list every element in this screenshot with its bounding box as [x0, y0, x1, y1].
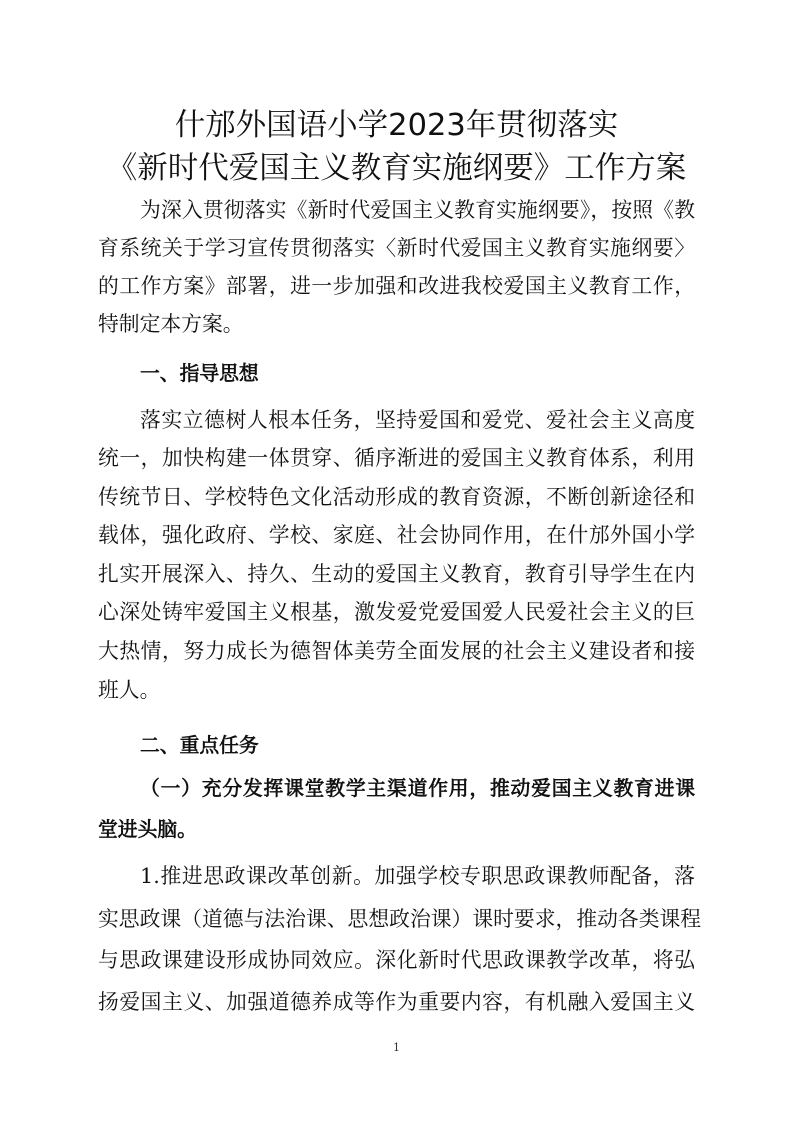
document-title-line-1: 什邡外国语小学2023年贯彻落实: [174, 108, 619, 143]
intro-line: 特制定本方案。: [98, 312, 244, 336]
body-line: 班人。: [98, 678, 161, 702]
document-title-line-2: 《新时代爱国主义教育实施纲要》工作方案: [106, 151, 687, 186]
subsection-heading-line: 堂进头脑。: [98, 818, 197, 841]
body-line: 统一，加快构建一体贯穿、循序渐进的爱国主义教育体系，利用: [98, 446, 695, 470]
body-line: 大热情，努力成长为德智体美劳全面发展的社会主义建设者和接: [98, 639, 695, 663]
body-line: 心深处铸牢爱国主义根基，激发爱党爱国爱人民爱社会主义的巨: [98, 600, 695, 624]
body-line: 实思政课（道德与法治课、思想政治课）课时要求，推动各类课程: [98, 907, 702, 931]
body-line: 扬爱国主义、加强道德养成等作为重要内容，有机融入爱国主义: [98, 990, 695, 1014]
body-line: 扎实开展深入、持久、生动的爱国主义教育，教育引导学生在内: [98, 562, 695, 586]
page-number: 1: [393, 1041, 400, 1054]
body-line: 载体，强化政府、学校、家庭、社会协同作用，在什邡外国小学: [98, 523, 695, 547]
section-heading-key-tasks: 二、重点任务: [140, 734, 259, 757]
body-line: 落实立德树人根本任务，坚持爱国和爱党、爱社会主义高度: [140, 408, 695, 432]
body-line: 与思政课建设形成协同效应。深化新时代思政课教学改革，将弘: [98, 948, 695, 972]
body-line: 1.推进思政课改革创新。加强学校专职思政课教师配备，落: [140, 864, 695, 888]
intro-line: 为深入贯彻落实《新时代爱国主义教育实施纲要》，按照《教: [140, 198, 695, 222]
section-heading-guiding-ideology: 一、指导思想: [140, 362, 259, 385]
intro-line: 育系统关于学习宣传贯彻落实〈新时代爱国主义教育实施纲要〉: [98, 236, 695, 260]
body-line: 传统节日、学校特色文化活动形成的教育资源，不断创新途径和: [98, 485, 695, 509]
intro-line: 的工作方案》部署，进一步加强和改进我校爱国主义教育工作，: [98, 274, 695, 298]
subsection-heading-line: （一）充分发挥课堂教学主渠道作用，推动爱国主义教育进课: [140, 777, 695, 800]
